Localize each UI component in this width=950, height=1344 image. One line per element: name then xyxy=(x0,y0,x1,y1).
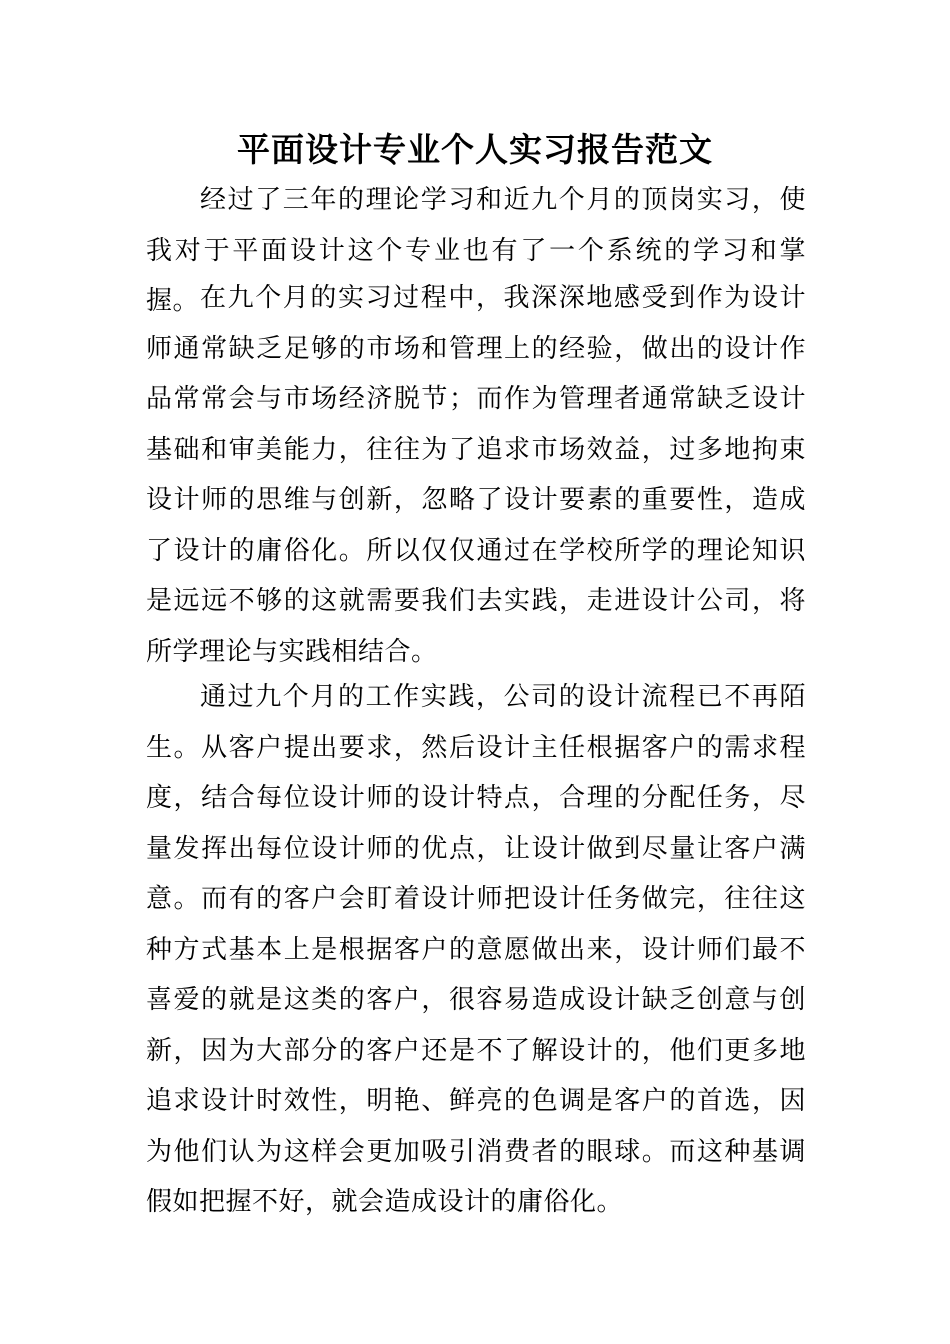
paragraph-2: 在九个月的实习过程中，我深深地感受到作为设计师通常缺乏足够的市场和管理上的经验，做出的设计作品常常会与市场经济脱节；而作为管理者通常缺乏设计基础和审美能力，往往为了追求市场效益，过多地拘束设计师的思维与创新，忽略了设计要素的重要性，造成了设计的庸俗化。所以仅仅通过在学校所学的理论知识是远远不够的这就需要我们去实践，走进设计公司，将所学理论与实践相结合。 xyxy=(146,283,806,667)
document-title: 平面设计专业个人实习报告范文 xyxy=(237,130,713,169)
paragraph-1: 经过了三年的理论学习和近九个月的顶岗实习，使我对于平面设计这个专业也有了一个系统的学习和掌握。 xyxy=(146,185,806,316)
paragraph-3: 通过九个月的工作实践，公司的设计流程已不再陌生。从客户提出要求，然后设计主任根据客户的需求程度，结合每位设计师的设计特点，合理的分配任务，尽量发挥出每位设计师的优点，让设计做到尽量让客户满意。而有的客户会盯着设计师把设计任务做完，往往这种方式基本上是根据客户的意愿做出来，设计师们最不喜爱的就是这类的客户，很容易造成设计缺乏创意与创新，因为大部分的客户还是不了解设计的，他们更多地追求设计时效性，明艳、鲜亮的色调是客户的首选，因为他们认为这样会更加吸引消费者的眼球。而这种基调假如把握不好，就会造成设计的庸俗化。 xyxy=(146,682,806,1217)
